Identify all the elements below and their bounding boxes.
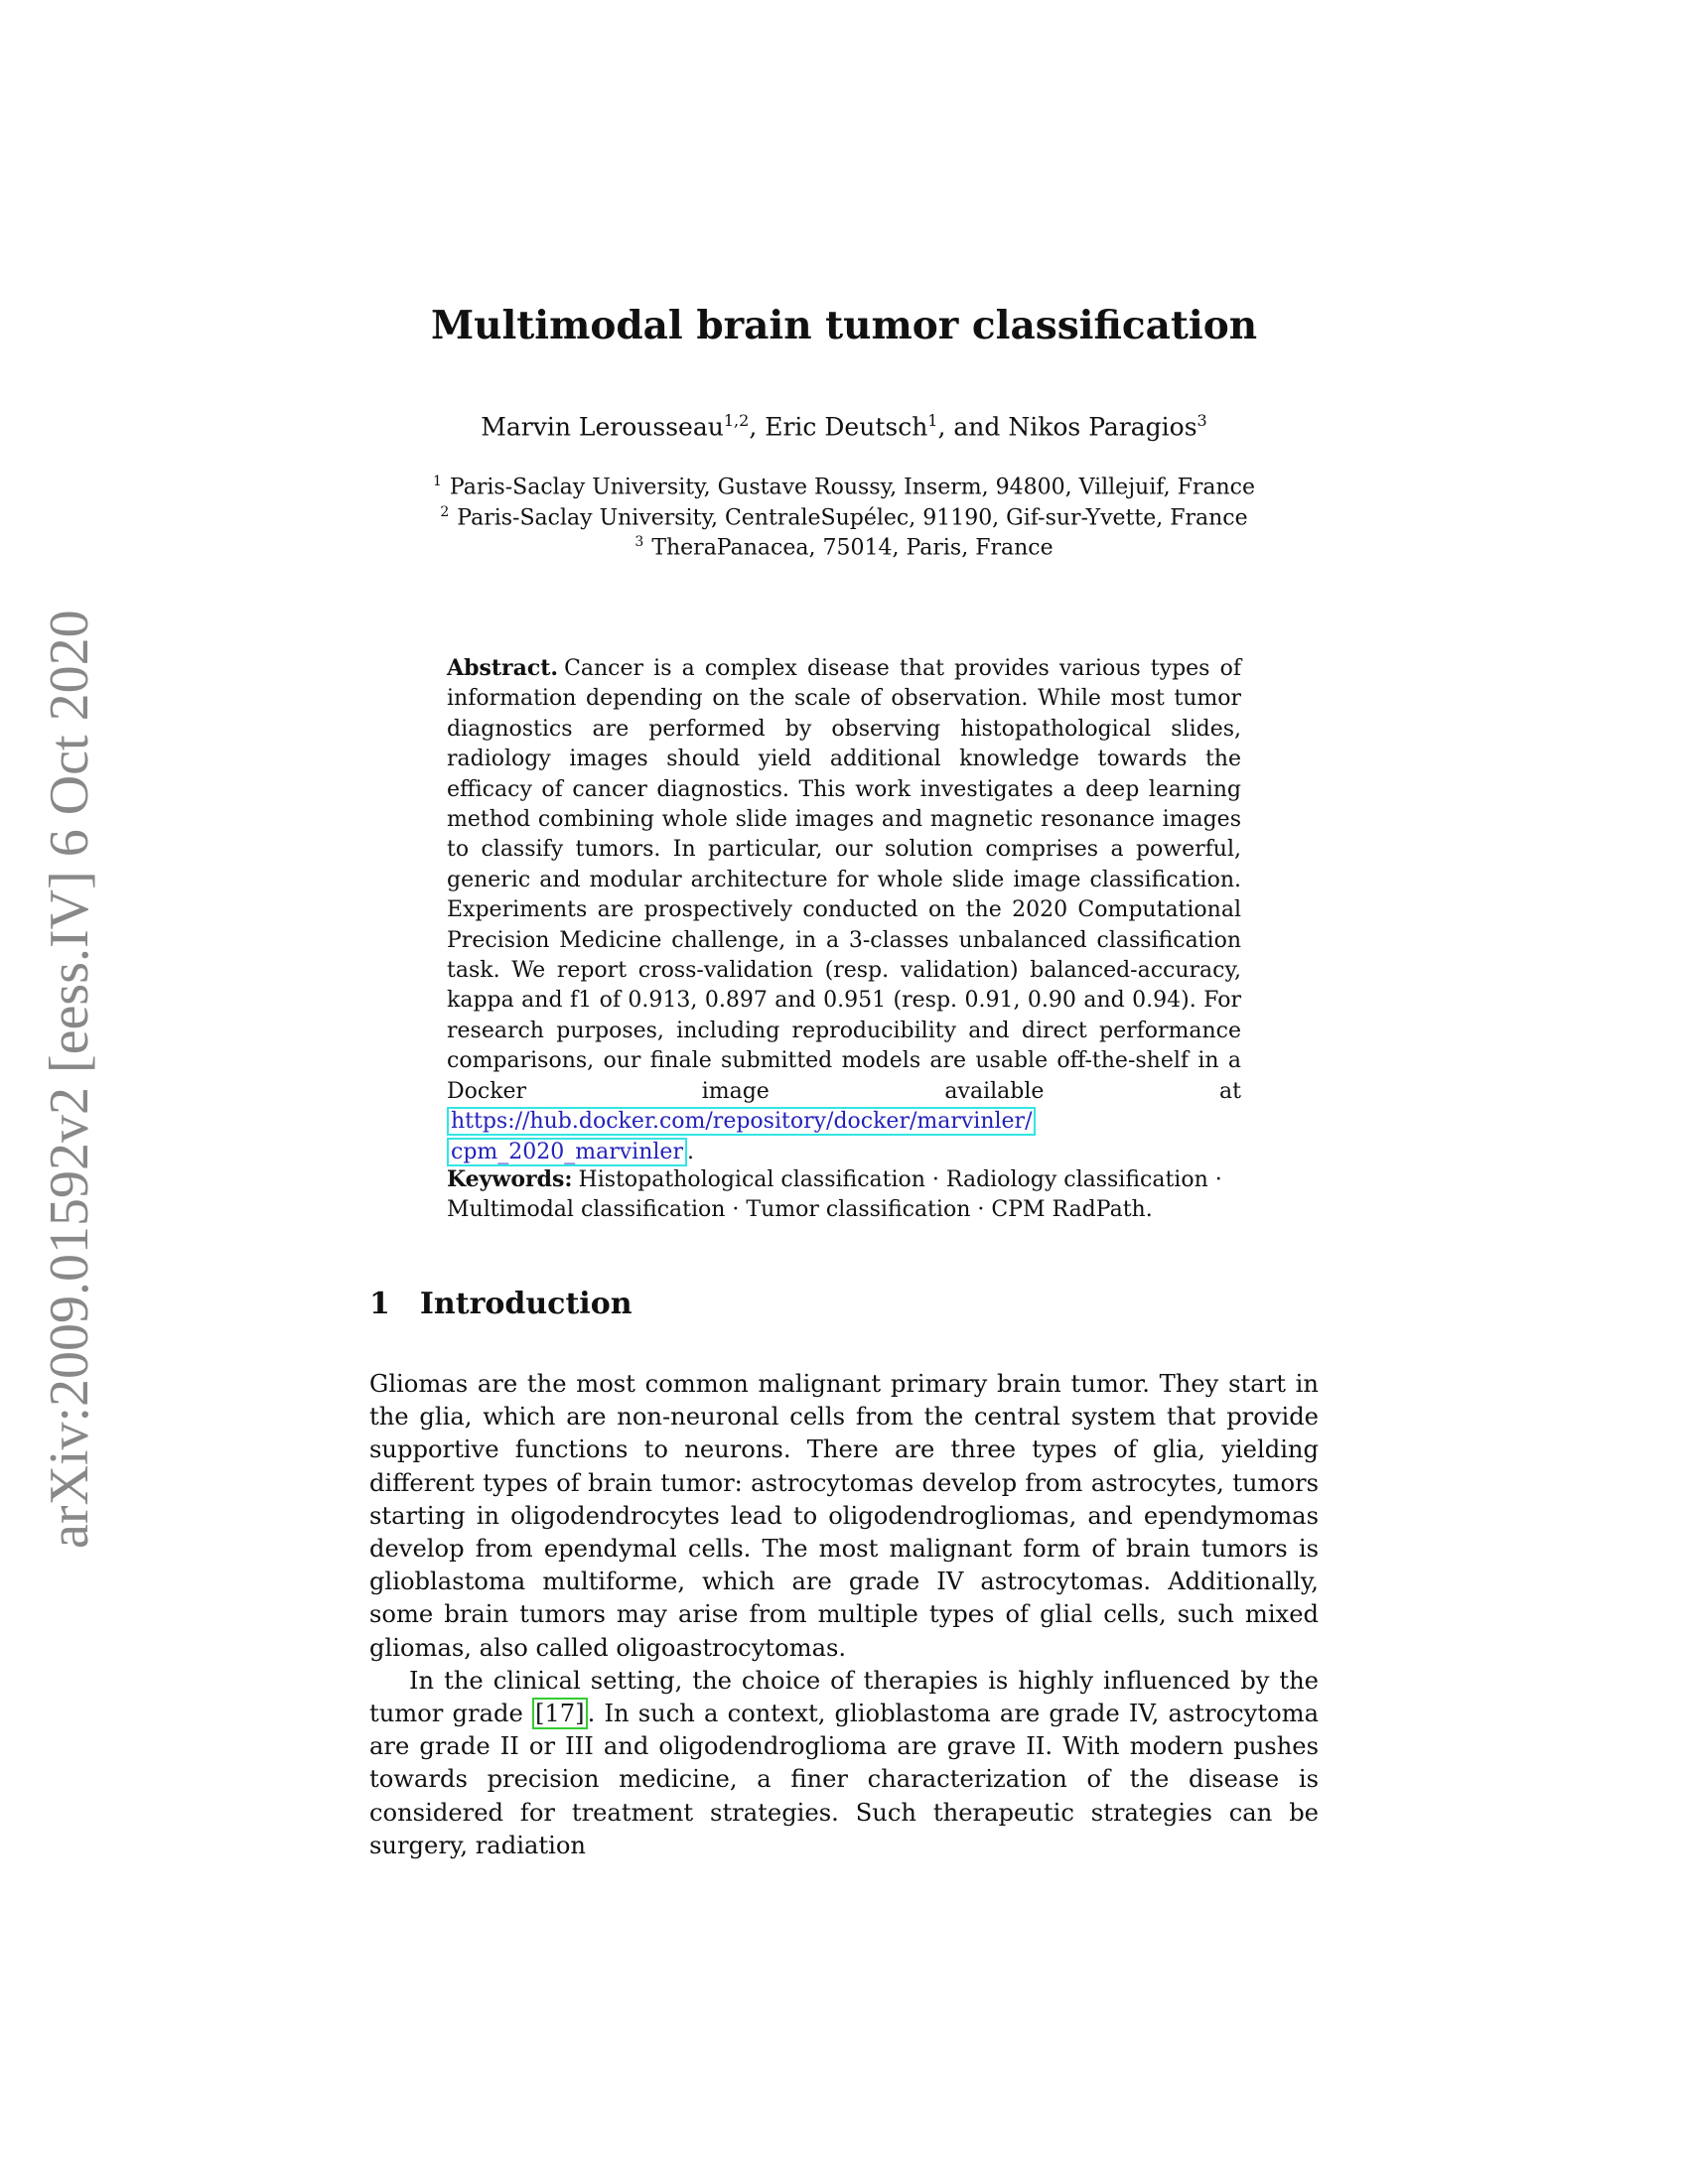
arxiv-identifier-stamp: arXiv:2009.01592v2 [eess.IV] 6 Oct 2020 xyxy=(39,610,100,1549)
author-name: Marvin Lerousseau xyxy=(481,412,724,442)
author-affil-sup: 1 xyxy=(927,411,938,430)
affiliation-text: Paris-Saclay University, Gustave Roussy, Inserm, 94800, Villejuif, France xyxy=(449,475,1255,500)
affiliation-number: 1 xyxy=(433,474,442,489)
docker-link-line2[interactable]: cpm_2020_marvinler xyxy=(447,1138,687,1166)
affiliation-2 xyxy=(0,504,1688,530)
abstract xyxy=(447,653,1241,1167)
keywords xyxy=(447,1164,1241,1225)
paragraph-2-end: . In such a context, glioblastoma are grade IV, astrocytoma are grade II or III and oligodendroglioma are grave II. With modern pushes towards precision medicine, a finer characterization of the disease is considered for treatment strategies. Such therapeutic strategies can be surgery, radiation xyxy=(369,1700,1319,1859)
keywords-label: Keywords: xyxy=(447,1166,573,1192)
section-heading xyxy=(369,1287,633,1321)
section-number: 1 xyxy=(369,1287,390,1321)
section-title: Introduction xyxy=(419,1287,633,1321)
author-name: Eric Deutsch xyxy=(765,412,928,442)
affiliation-1 xyxy=(0,474,1688,499)
abstract-label: Abstract. xyxy=(447,655,559,681)
docker-link-line1[interactable]: https://hub.docker.com/repository/docker/marvinler/ xyxy=(447,1107,1036,1136)
author-list xyxy=(0,411,1688,441)
paper-title: Multimodal brain tumor classification xyxy=(430,303,1258,348)
author-separator: , and xyxy=(937,412,1009,442)
introduction-body xyxy=(369,1368,1319,1862)
affiliation-number: 2 xyxy=(440,504,450,520)
paragraph-1: Gliomas are the most common malignant primary brain tumor. They start in the glia, which are non-neuronal cells from the central system that provide supportive functions to neurons. There are three types of glia, yielding different types of brain tumor: astrocytomas develop from astrocytes, tumors starting in oligodendrocytes lead to oligodendrogliomas, and ependymomas develop from ependymal cells. The most malignant form of brain tumors is glioblastoma multiforme, which are grade IV astrocytomas. Additionally, some brain tumors may arise from multiple types of glial cells, such mixed gliomas, also called oligoastrocytomas. xyxy=(369,1370,1319,1662)
affiliation-3 xyxy=(0,534,1688,560)
keywords-text: Histopathological classification · Radiology classification · Multimodal classification · Tumor classification · CPM RadPath. xyxy=(447,1167,1222,1222)
paragraph-2-start: In the clinical setting, the choice of therapies is highly influenced by the tumor grade xyxy=(369,1666,1319,1728)
affiliation-text: TheraPanacea, 75014, Paris, France xyxy=(651,535,1054,561)
affiliation-text: Paris-Saclay University, CentraleSupélec, 91190, Gif-sur-Yvette, France xyxy=(457,505,1248,531)
affiliation-number: 3 xyxy=(634,534,644,550)
citation-link[interactable]: [17] xyxy=(532,1698,588,1729)
author-affil-sup: 3 xyxy=(1196,411,1207,430)
author-affil-sup: 1,2 xyxy=(723,411,750,430)
paragraph-2 xyxy=(369,1665,1319,1862)
author-separator: , xyxy=(749,412,766,442)
abstract-end-punct: . xyxy=(686,1139,694,1164)
abstract-text: Cancer is a complex disease that provides various types of information depending on the scale of observation. While most tumor diagnostics are performed by observing histopathological slides, radiology images should yield additional knowledge towards the efficacy of cancer diagnostics. This work investigates a deep learning method combining whole slide images and magnetic resonance images to classify tumors. In particular, our solution comprises a powerful, generic and modular architecture for whole slide image classification. Experiments are prospectively conducted on the 2020 Computational Precision Medicine challenge, in a 3-classes unbalanced classification task. We report cross-validation (resp. validation) balanced-accuracy, kappa and f1 of 0.913, 0.897 and 0.951 (resp. 0.91, 0.90 and 0.94). For research purposes, including reproducibility and direct performance comparisons, our finale submitted models are usable off-the-shelf in a Docker image available at xyxy=(447,656,1241,1104)
author-name: Nikos Paragios xyxy=(1008,412,1197,442)
